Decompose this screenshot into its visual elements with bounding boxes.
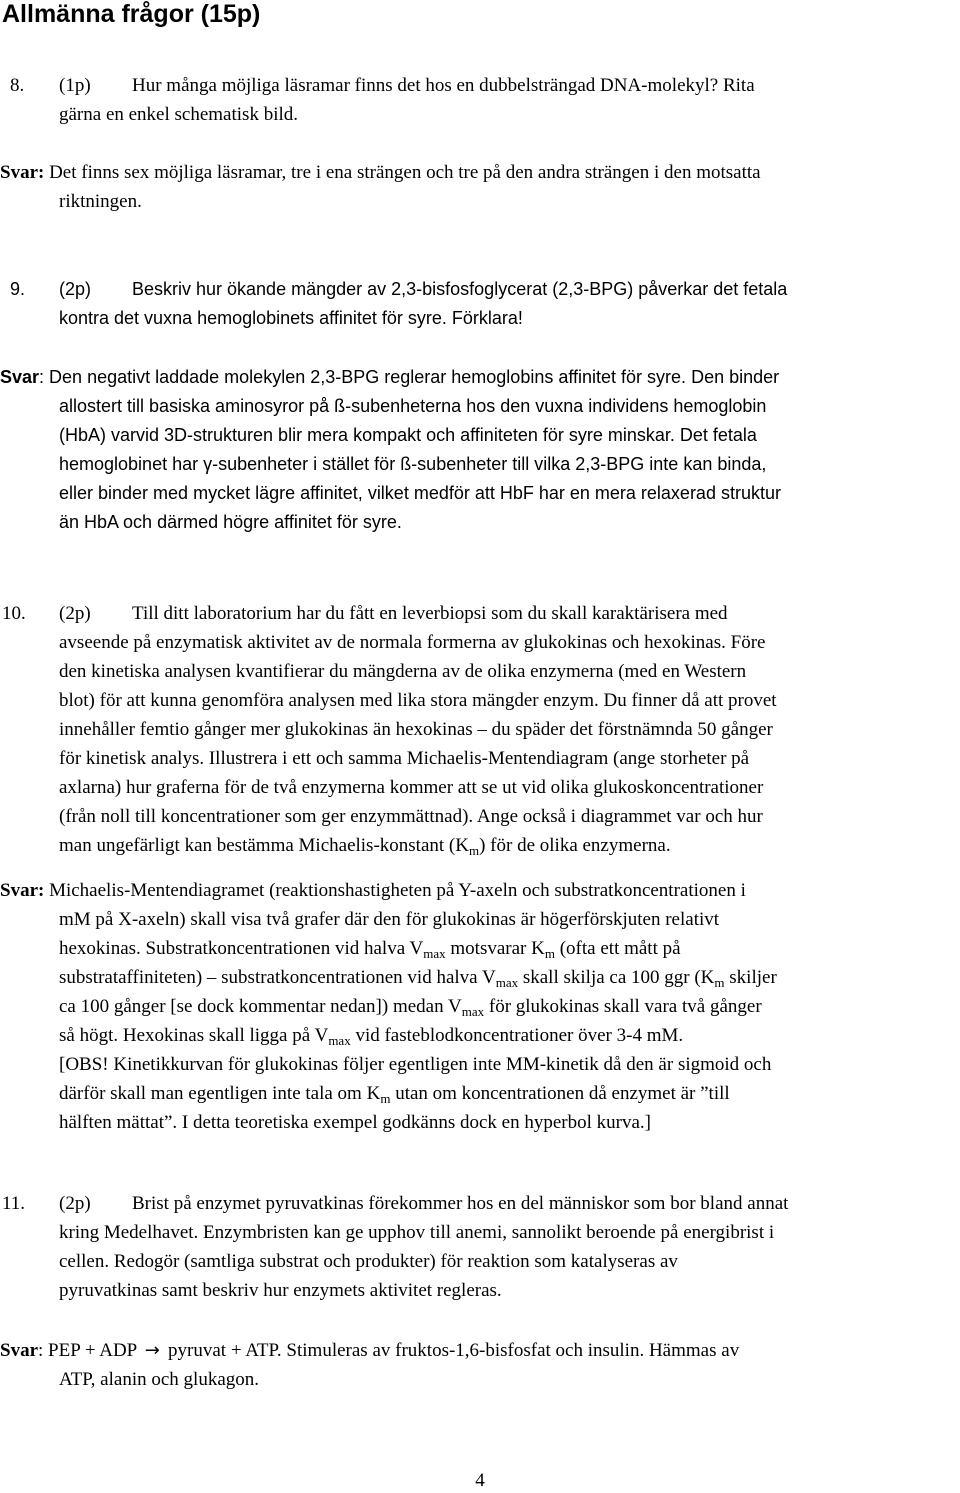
answer-text: hexokinas. Substratkoncentrationen vid halva $V_{max}$ motsvarar $K_m$ (ofta ett mått på <box>59 938 681 961</box>
answer-text: : Den negativt laddade molekylen 2,3-BPG reglerar hemoglobins affinitet för syre. Den binder <box>39 367 780 387</box>
question-text: axlarna) hur graferna för de två enzymerna kommer att se ut vid olika glukoskoncentrationer <box>59 777 764 798</box>
question-points: (1p) <box>59 75 91 96</box>
answer-text: Michaelis-Mentendiagramet (reaktionshastigheten på Y-axeln och substratkoncentrationen i <box>49 880 746 901</box>
question-text: Till ditt laboratorium har du fått en leverbiopsi som du skall karaktärisera med <box>132 603 728 624</box>
answer-text: (HbA) varvid 3D-strukturen blir mera kompakt och affiniteten för syre minskar. Det fetala <box>59 425 757 445</box>
answer-label: Svar <box>0 1340 38 1361</box>
answer-label: Svar: <box>0 162 45 183</box>
answer-label: Svar <box>0 367 40 387</box>
question-number: 11. <box>2 1193 26 1214</box>
question-points: (2p) <box>59 603 91 624</box>
question-points: (2p) <box>59 1193 91 1214</box>
answer-text: : PEP + ADP <box>38 1340 137 1361</box>
answer-text: hemoglobinet har γ-subenheter i stället för ß-subenheter till vilka 2,3-BPG inte kan binda, <box>59 454 767 474</box>
question-number: 10. <box>2 603 26 624</box>
answer-text: [OBS! Kinetikkurvan för glukokinas följer egentligen inte MM-kinetik då den är sigmoid och <box>59 1054 772 1075</box>
answer-text: riktningen. <box>59 191 142 212</box>
question-text: avseende på enzymatisk aktivitet av de normala formerna av glukokinas och hexokinas. Före <box>59 632 766 653</box>
answer-8 <box>0 158 960 216</box>
answer-text: allostert till basiska aminosyror på ß-subenheterna hos den vuxna individens hemoglobin <box>59 396 767 416</box>
answer-text: därför skall man egentligen inte tala om $K_m$ utan om koncentrationen då enzymet är ”till <box>59 1083 730 1106</box>
question-text: kontra det vuxna hemoglobinets affinitet för syre. Förklara! <box>59 308 523 328</box>
question-text: Brist på enzymet pyruvatkinas förekommer hos en del människor som bor bland annat <box>132 1193 789 1214</box>
answer-text: än HbA och därmed högre affinitet för syre. <box>59 512 402 532</box>
arrow-right-icon: → <box>144 1340 160 1361</box>
answer-text: hälften mättat”. I detta teoretiska exempel godkänns dock en hyperbol kurva.] <box>59 1112 651 1133</box>
answer-text: eller binder med mycket lägre affinitet, vilket medför att HbF har en mera relaxerad struktur <box>59 483 781 503</box>
question-text: gärna en enkel schematisk bild. <box>59 104 299 125</box>
answer-text: Det finns sex möjliga läsramar, tre i ena strängen och tre på den andra strängen i den motsatta <box>49 162 761 183</box>
answer-label: Svar: <box>0 880 45 901</box>
question-points: (2p) <box>59 279 92 299</box>
question-text: pyruvatkinas samt beskriv hur enzymets aktivitet regleras. <box>59 1280 502 1301</box>
question-text: man ungefärligt kan bestämma Michaelis-konstant $(K_m)$ för de olika enzymerna. <box>59 835 671 858</box>
question-text: Hur många möjliga läsramar finns det hos en dubbelsträngad DNA-molekyl? Rita <box>132 75 755 96</box>
answer-11 <box>0 1336 960 1394</box>
answer-text: substrataffiniteten) – substratkoncentrationen vid halva $V_{max}$ skall skilja ca 100 ggr ($K_m$ skiljer <box>59 967 777 990</box>
answer-text: pyruvat + ATP. Stimuleras av fruktos-1,6-bisfosfat och insulin. Hämmas av <box>168 1340 740 1361</box>
question-text: för kinetisk analys. Illustrera i ett och samma Michaelis-Mentendiagram (ange storheter på <box>59 748 750 769</box>
answer-9 <box>0 363 960 537</box>
question-8 <box>0 71 960 129</box>
question-text: innehåller femtio gånger mer glukokinas än hexokinas – du späder det förstnämnda 50 gånger <box>59 719 773 740</box>
question-text: kring Medelhavet. Enzymbristen kan ge upphov till anemi, sannolikt beroende på energibrist i <box>59 1222 775 1243</box>
answer-10 <box>0 876 960 1137</box>
question-number: 8. <box>10 75 25 96</box>
question-text: blot) för att kunna genomföra analysen med lika stora mängder enzym. Du finner då att provet <box>59 690 777 711</box>
answer-text: ca 100 gånger [se dock kommentar nedan]) medan $V_{max}$ för glukokinas skall vara två gånger <box>59 996 762 1019</box>
question-10 <box>0 599 960 860</box>
section-title: Allmänna frågor (15p) <box>2 0 261 28</box>
answer-text: så högt. Hexokinas skall ligga på $V_{max}$ vid fasteblodkoncentrationer över 3-4 mM. <box>59 1025 684 1048</box>
answer-text: mM på X-axeln) skall visa två grafer där den för glukokinas är högerförskjuten relativt <box>59 909 720 930</box>
question-number: 9. <box>10 279 26 299</box>
question-11 <box>0 1189 960 1305</box>
question-9 <box>0 275 960 333</box>
page-number: 4 <box>475 1470 485 1491</box>
question-text: den kinetiska analysen kvantifierar du mängderna av de olika enzymerna (med en Western <box>59 661 747 682</box>
answer-text: ATP, alanin och glukagon. <box>59 1369 260 1390</box>
question-text: cellen. Redogör (samtliga substrat och produkter) för reaktion som katalyseras av <box>59 1251 678 1272</box>
question-text: (från noll till koncentrationer som ger enzymmättnad). Ange också i diagrammet var och hur <box>59 806 763 827</box>
question-text: Beskriv hur ökande mängder av 2,3-bisfosfoglycerat (2,3-BPG) påverkar det fetala <box>132 279 788 299</box>
